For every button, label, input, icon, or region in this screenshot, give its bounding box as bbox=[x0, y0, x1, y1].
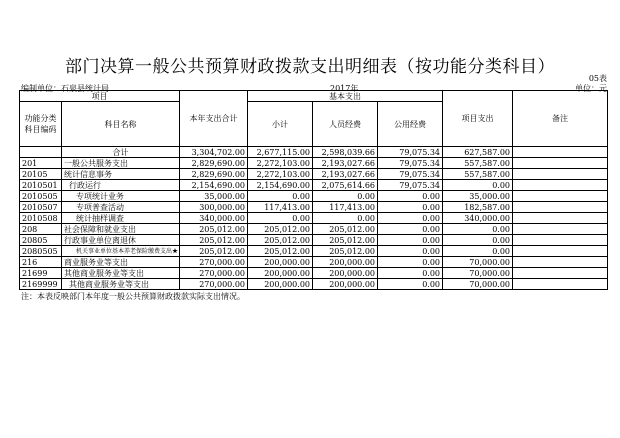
cell-personnel: 0.00 bbox=[313, 213, 378, 224]
header-basic-expense: 基本支出 bbox=[248, 91, 443, 102]
table-row bbox=[20, 147, 608, 158]
cell-subtotal: 205,012.00 bbox=[248, 246, 313, 257]
cell-subtotal: 117,413.00 bbox=[248, 202, 313, 213]
cell-name: 社会保障和就业支出 bbox=[62, 224, 180, 235]
cell-code: 20805 bbox=[20, 235, 62, 246]
cell-personnel: 2,193,027.66 bbox=[313, 169, 378, 180]
cell-project: 0.00 bbox=[443, 246, 513, 257]
cell-remark bbox=[513, 213, 608, 224]
cell-public: 79,075.34 bbox=[378, 147, 443, 158]
header-subject-name: 科目名称 bbox=[62, 102, 180, 147]
table-row bbox=[20, 257, 608, 268]
cell-project: 557,587.00 bbox=[443, 158, 513, 169]
cell-total: 340,000.00 bbox=[180, 213, 248, 224]
cell-project: 557,587.00 bbox=[443, 169, 513, 180]
currency-unit: 单位：元 bbox=[575, 84, 607, 93]
cell-project: 340,000.00 bbox=[443, 213, 513, 224]
cell-project: 70,000.00 bbox=[443, 268, 513, 279]
cell-code: 2010501 bbox=[20, 180, 62, 191]
report-title: 部门决算一般公共预算财政拨款支出明细表（按功能分类科目） bbox=[65, 57, 555, 77]
cell-public: 0.00 bbox=[378, 268, 443, 279]
cell-public: 79,075.34 bbox=[378, 180, 443, 191]
cell-code: 2010505 bbox=[20, 191, 62, 202]
cell-name: 其他商业服务业等支出 bbox=[62, 268, 180, 279]
cell-subtotal: 0.00 bbox=[248, 213, 313, 224]
cell-code bbox=[20, 147, 62, 158]
cell-public: 0.00 bbox=[378, 213, 443, 224]
report-year: 2017年 bbox=[330, 84, 359, 93]
cell-personnel: 200,000.00 bbox=[313, 268, 378, 279]
cell-public: 0.00 bbox=[378, 279, 443, 290]
cell-code: 208 bbox=[20, 224, 62, 235]
cell-code: 21699 bbox=[20, 268, 62, 279]
expenditure-table bbox=[19, 90, 608, 290]
cell-subtotal: 2,272,103.00 bbox=[248, 169, 313, 180]
cell-total: 35,000.00 bbox=[180, 191, 248, 202]
cell-total: 205,012.00 bbox=[180, 224, 248, 235]
cell-code: 201 bbox=[20, 158, 62, 169]
cell-public: 0.00 bbox=[378, 246, 443, 257]
table-row bbox=[20, 268, 608, 279]
cell-public: 79,075.34 bbox=[378, 158, 443, 169]
cell-public: 0.00 bbox=[378, 202, 443, 213]
cell-personnel: 205,012.00 bbox=[313, 224, 378, 235]
cell-name: 一般公共服务支出 bbox=[62, 158, 180, 169]
table-row bbox=[20, 213, 608, 224]
header-total: 本年支出合计 bbox=[180, 91, 248, 147]
cell-remark bbox=[513, 169, 608, 180]
table-row bbox=[20, 246, 608, 257]
header-project-expense: 项目支出 bbox=[443, 91, 513, 147]
header-personnel: 人员经费 bbox=[313, 102, 378, 147]
cell-remark bbox=[513, 246, 608, 257]
table-code: 05表 bbox=[588, 74, 607, 83]
cell-subtotal: 2,154,690.00 bbox=[248, 180, 313, 191]
footnote: 注：本表反映部门本年度一般公共预算财政拨款实际支出情况。 bbox=[21, 292, 245, 301]
cell-personnel: 2,598,039.66 bbox=[313, 147, 378, 158]
cell-subtotal: 2,677,115.00 bbox=[248, 147, 313, 158]
cell-project: 182,587.00 bbox=[443, 202, 513, 213]
cell-subtotal: 205,012.00 bbox=[248, 235, 313, 246]
cell-name: 机关事业单位基本养老保险缴费支出★ bbox=[62, 246, 180, 257]
cell-code: 20105 bbox=[20, 169, 62, 180]
cell-public: 79,075.34 bbox=[378, 169, 443, 180]
cell-remark bbox=[513, 224, 608, 235]
cell-public: 0.00 bbox=[378, 224, 443, 235]
cell-remark bbox=[513, 257, 608, 268]
cell-total: 2,829,690.00 bbox=[180, 169, 248, 180]
cell-remark bbox=[513, 191, 608, 202]
cell-code: 216 bbox=[20, 257, 62, 268]
cell-remark bbox=[513, 180, 608, 191]
cell-project: 0.00 bbox=[443, 235, 513, 246]
cell-project: 70,000.00 bbox=[443, 279, 513, 290]
cell-personnel: 2,193,027.66 bbox=[313, 158, 378, 169]
cell-total: 2,829,690.00 bbox=[180, 158, 248, 169]
cell-remark bbox=[513, 202, 608, 213]
cell-total: 300,000.00 bbox=[180, 202, 248, 213]
cell-name: 行政事业单位离退休 bbox=[62, 235, 180, 246]
cell-public: 0.00 bbox=[378, 235, 443, 246]
cell-subtotal: 0.00 bbox=[248, 191, 313, 202]
cell-code: 2010507 bbox=[20, 202, 62, 213]
cell-subtotal: 2,272,103.00 bbox=[248, 158, 313, 169]
cell-remark bbox=[513, 147, 608, 158]
cell-public: 0.00 bbox=[378, 257, 443, 268]
cell-personnel: 200,000.00 bbox=[313, 257, 378, 268]
cell-total: 270,000.00 bbox=[180, 279, 248, 290]
cell-personnel: 2,075,614.66 bbox=[313, 180, 378, 191]
cell-project: 35,000.00 bbox=[443, 191, 513, 202]
cell-project: 0.00 bbox=[443, 224, 513, 235]
table-row bbox=[20, 180, 608, 191]
table-row bbox=[20, 158, 608, 169]
cell-name: 专项统计业务 bbox=[62, 191, 180, 202]
table-body bbox=[20, 147, 608, 290]
cell-name: 商业服务业等支出 bbox=[62, 257, 180, 268]
cell-total: 3,304,702.00 bbox=[180, 147, 248, 158]
cell-total: 205,012.00 bbox=[180, 235, 248, 246]
cell-subtotal: 205,012.00 bbox=[248, 224, 313, 235]
cell-total: 2,154,690.00 bbox=[180, 180, 248, 191]
cell-name: 统计抽样调查 bbox=[62, 213, 180, 224]
cell-name: 其他商业服务业等支出 bbox=[62, 279, 180, 290]
cell-code: 2169999 bbox=[20, 279, 62, 290]
cell-project: 0.00 bbox=[443, 180, 513, 191]
cell-remark bbox=[513, 268, 608, 279]
cell-personnel: 117,413.00 bbox=[313, 202, 378, 213]
cell-personnel: 205,012.00 bbox=[313, 246, 378, 257]
cell-total: 270,000.00 bbox=[180, 257, 248, 268]
header-remarks: 备注 bbox=[513, 91, 608, 147]
cell-total: 270,000.00 bbox=[180, 268, 248, 279]
cell-code: 2010508 bbox=[20, 213, 62, 224]
cell-name: 专项普查活动 bbox=[62, 202, 180, 213]
cell-personnel: 0.00 bbox=[313, 191, 378, 202]
cell-subtotal: 200,000.00 bbox=[248, 279, 313, 290]
cell-code: 2080505 bbox=[20, 246, 62, 257]
header-func-code: 功能分类科目编码 bbox=[20, 102, 62, 147]
table-row bbox=[20, 202, 608, 213]
cell-remark bbox=[513, 158, 608, 169]
compiling-unit: 编制单位：石泉县统计局 bbox=[21, 84, 109, 93]
cell-subtotal: 200,000.00 bbox=[248, 268, 313, 279]
cell-personnel: 205,012.00 bbox=[313, 235, 378, 246]
table-row bbox=[20, 279, 608, 290]
cell-personnel: 200,000.00 bbox=[313, 279, 378, 290]
header-subtotal: 小计 bbox=[248, 102, 313, 147]
cell-public: 0.00 bbox=[378, 191, 443, 202]
table-row bbox=[20, 235, 608, 246]
cell-name: 合计 bbox=[62, 147, 180, 158]
cell-subtotal: 200,000.00 bbox=[248, 257, 313, 268]
cell-name: 统计信息事务 bbox=[62, 169, 180, 180]
header-public: 公用经费 bbox=[378, 102, 443, 147]
header-project: 项目 bbox=[20, 91, 180, 102]
cell-total: 205,012.00 bbox=[180, 246, 248, 257]
cell-project: 627,587.00 bbox=[443, 147, 513, 158]
cell-remark bbox=[513, 235, 608, 246]
table-row bbox=[20, 169, 608, 180]
cell-name: 行政运行 bbox=[62, 180, 180, 191]
cell-project: 70,000.00 bbox=[443, 257, 513, 268]
cell-remark bbox=[513, 279, 608, 290]
table-row bbox=[20, 224, 608, 235]
table-row bbox=[20, 191, 608, 202]
